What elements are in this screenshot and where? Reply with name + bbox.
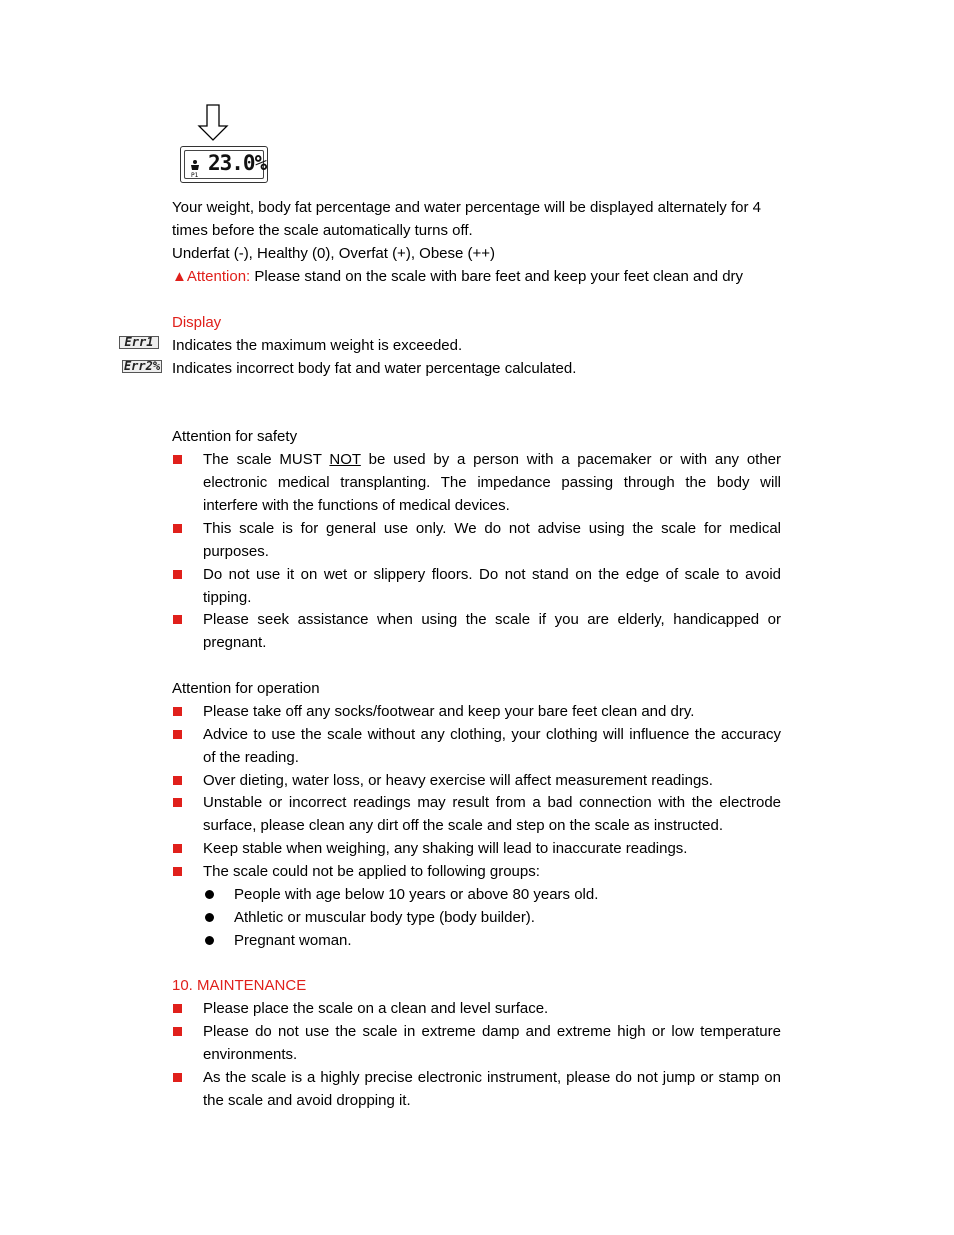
intro-categories: Underfat (-), Healthy (0), Overfat (+), Obese (++) — [172, 245, 496, 262]
attention-text: Please stand on the scale with bare feet and keep your feet clean and dry — [250, 268, 744, 285]
round-bullet-icon — [205, 936, 214, 945]
operation-item-4: Unstable or incorrect readings may result from a bad connection with the electrode surface, please clean any dirt off the scale and step on the scale as instructed. — [203, 794, 781, 834]
safety-item-4: Please seek assistance when using the scale if you are elderly, handicapped or pregnant. — [203, 611, 781, 651]
safety-item-3: Do not use it on wet or slippery floors. Do not stand on the edge of scale to avoid tipping. — [203, 566, 781, 606]
err1-description: Indicates the maximum weight is exceeded. — [172, 337, 463, 354]
attention-note — [172, 268, 743, 286]
square-bullet-icon — [173, 1027, 182, 1036]
square-bullet-icon — [173, 730, 182, 739]
safety-item-1: The scale MUST NOT be used by a person with a pacemaker or with any other electronic medical transplanting. The impedance passing through the body will interfere with the functions of medical devices. — [203, 451, 782, 514]
square-bullet-icon — [173, 844, 182, 853]
lcd-profile: P1 — [191, 172, 199, 179]
maintenance-item-1: Please place the scale on a clean and level surface. — [203, 1000, 549, 1017]
square-bullet-icon — [173, 798, 182, 807]
operation-subitem-1: People with age below 10 years or above 80 years old. — [234, 886, 599, 903]
square-bullet-icon — [173, 455, 182, 464]
intro-line-2: times before the scale automatically turns off. — [172, 222, 473, 239]
err2-icon: Err2% — [123, 359, 161, 373]
attention-label: ▲Attention: — [172, 268, 251, 285]
operation-item-5: Keep stable when weighing, any shaking will lead to inaccurate readings. — [203, 840, 688, 857]
operation-item-1: Please take off any socks/footwear and keep your bare feet clean and dry. — [203, 703, 695, 720]
square-bullet-icon — [173, 867, 182, 876]
err2-description: Indicates incorrect body fat and water percentage calculated. — [172, 360, 577, 377]
down-arrow-icon — [197, 104, 229, 142]
operation-subitem-2: Athletic or muscular body type (body builder). — [234, 909, 535, 926]
operation-item-6: The scale could not be applied to following groups: — [203, 863, 540, 880]
operation-heading: Attention for operation — [172, 680, 320, 697]
maintenance-heading: 10. MAINTENANCE — [172, 977, 307, 994]
safety-heading: Attention for safety — [172, 428, 298, 445]
operation-item-3: Over dieting, water loss, or heavy exercise will affect measurement readings. — [203, 772, 713, 789]
lcd-reading: 23.0% — [208, 151, 267, 175]
safety-item-2: This scale is for general use only. We do not advise using the scale for medical purposes. — [203, 520, 781, 560]
intro-line-1: Your weight, body fat percentage and water percentage will be displayed alternately for 4 — [172, 199, 761, 216]
round-bullet-icon — [205, 890, 214, 899]
err1-icon: Err1 — [119, 336, 159, 349]
operation-item-2: Advice to use the scale without any clothing, your clothing will influence the accuracy of the reading. — [203, 726, 781, 766]
operation-subitem-3: Pregnant woman. — [234, 932, 352, 949]
round-bullet-icon — [205, 913, 214, 922]
square-bullet-icon — [173, 1004, 182, 1013]
maintenance-item-2: Please do not use the scale in extreme damp and extreme high or low temperature environments. — [203, 1023, 781, 1063]
square-bullet-icon — [173, 1073, 182, 1082]
maintenance-item-3: As the scale is a highly precise electronic instrument, please do not jump or stamp on the scale and avoid dropping it. — [203, 1069, 781, 1109]
lcd-display — [180, 146, 268, 183]
square-bullet-icon — [173, 615, 182, 624]
display-heading: Display — [172, 314, 222, 331]
square-bullet-icon — [173, 707, 182, 716]
not-emphasis: NOT — [329, 451, 361, 468]
square-bullet-icon — [173, 570, 182, 579]
square-bullet-icon — [173, 776, 182, 785]
square-bullet-icon — [173, 524, 182, 533]
